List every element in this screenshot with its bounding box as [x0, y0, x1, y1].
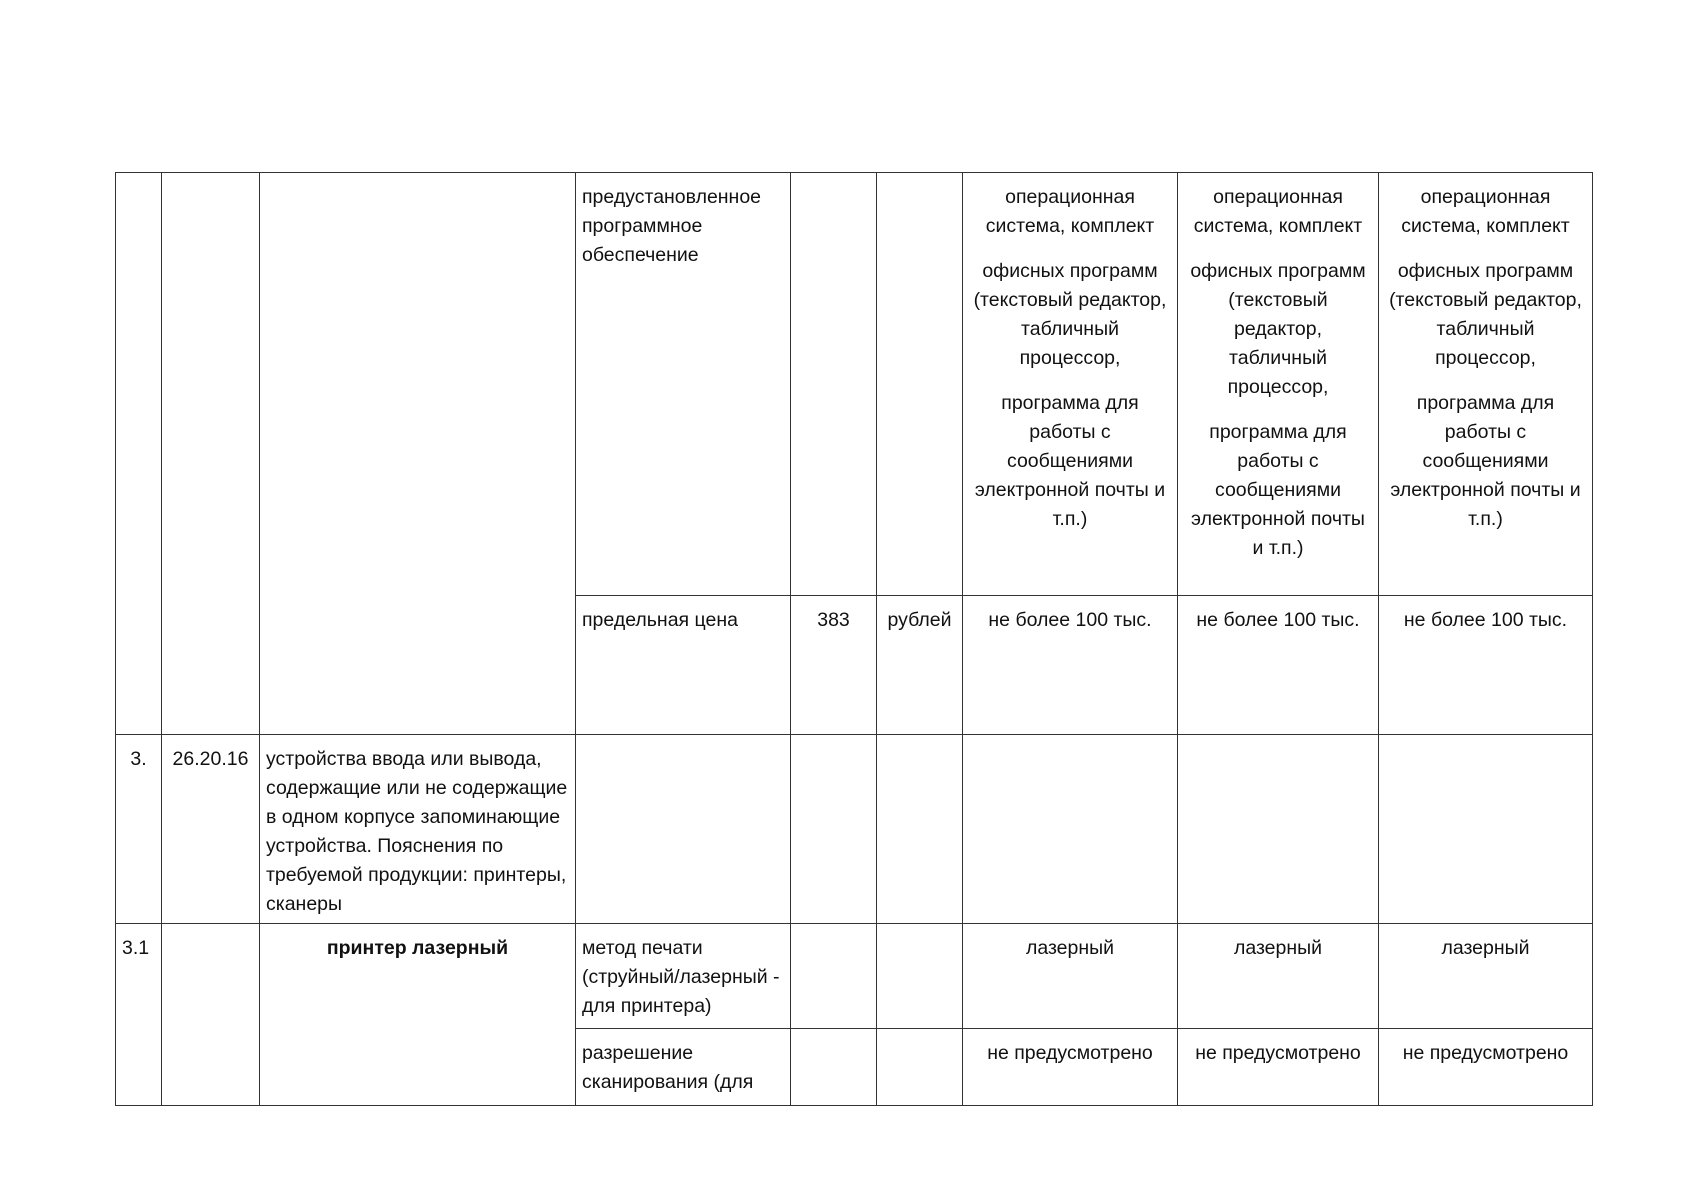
table-row	[116, 173, 1593, 596]
cell-code-empty	[791, 735, 877, 924]
value-line: программа для работы с сообщениями электронной почты и т.п.)	[974, 392, 1166, 530]
table-row	[116, 735, 1593, 924]
cell-param: разрешение сканирования (для	[576, 1029, 791, 1106]
cell-num: 3.1	[116, 924, 162, 1106]
cell-num-empty	[116, 173, 162, 735]
value-line: операционная система, комплект	[985, 186, 1155, 237]
cell-value-2-empty	[1178, 735, 1379, 924]
cell-param: предельная цена	[576, 596, 791, 735]
cell-value-1: не более 100 тыс.	[963, 596, 1178, 735]
cell-value-3	[1379, 173, 1593, 596]
cell-value-2: лазерный	[1178, 924, 1379, 1029]
cell-param-empty	[576, 735, 791, 924]
value-line: офисных программ (текстовый редактор, табличный процессор,	[1190, 260, 1366, 398]
cell-value-2: не предусмотрено	[1178, 1029, 1379, 1106]
cell-value-2: не более 100 тыс.	[1178, 596, 1379, 735]
cell-value-3: лазерный	[1379, 924, 1593, 1029]
value-line: программа для работы с сообщениями электронной почты и т.п.)	[1390, 392, 1581, 530]
table-row	[116, 924, 1593, 1029]
value-line: программа для работы с сообщениями электронной почты и т.п.)	[1191, 421, 1365, 559]
cell-value-1	[963, 173, 1178, 596]
cell-value-1: лазерный	[963, 924, 1178, 1029]
value-line: офисных программ (текстовый редактор, табличный процессор,	[973, 260, 1167, 369]
value-line: офисных программ (текстовый редактор, табличный процессор,	[1389, 260, 1582, 369]
cell-code-empty	[791, 173, 877, 596]
cell-code-empty	[791, 924, 877, 1029]
cell-value-2	[1178, 173, 1379, 596]
requirements-table	[115, 172, 1593, 1106]
cell-unit-empty	[877, 735, 963, 924]
cell-value-3: не предусмотрено	[1379, 1029, 1593, 1106]
cell-value-3-empty	[1379, 735, 1593, 924]
cell-code-empty	[791, 1029, 877, 1106]
cell-name-empty	[260, 173, 576, 735]
cell-name: устройства ввода или вывода, содержащие или не содержащие в одном корпусе запоминающие устройства. Пояснения по требуемой продукции: принтеры, сканеры	[260, 735, 576, 924]
value-line: операционная система, комплект	[1193, 186, 1363, 237]
cell-code: 383	[791, 596, 877, 735]
value-line: операционная система, комплект	[1401, 186, 1570, 237]
cell-okpd: 26.20.16	[162, 735, 260, 924]
cell-value-1-empty	[963, 735, 1178, 924]
cell-param: предустановленное программное обеспечение	[576, 173, 791, 596]
cell-unit-empty	[877, 1029, 963, 1106]
cell-unit-empty	[877, 173, 963, 596]
cell-unit: рублей	[877, 596, 963, 735]
cell-value-1: не предусмотрено	[963, 1029, 1178, 1106]
cell-okpd-empty	[162, 924, 260, 1106]
cell-num: 3.	[116, 735, 162, 924]
cell-unit-empty	[877, 924, 963, 1029]
cell-name: принтер лазерный	[260, 924, 576, 1106]
cell-value-3: не более 100 тыс.	[1379, 596, 1593, 735]
cell-okpd-empty	[162, 173, 260, 735]
cell-param: метод печати (струйный/лазерный - для принтера)	[576, 924, 791, 1029]
